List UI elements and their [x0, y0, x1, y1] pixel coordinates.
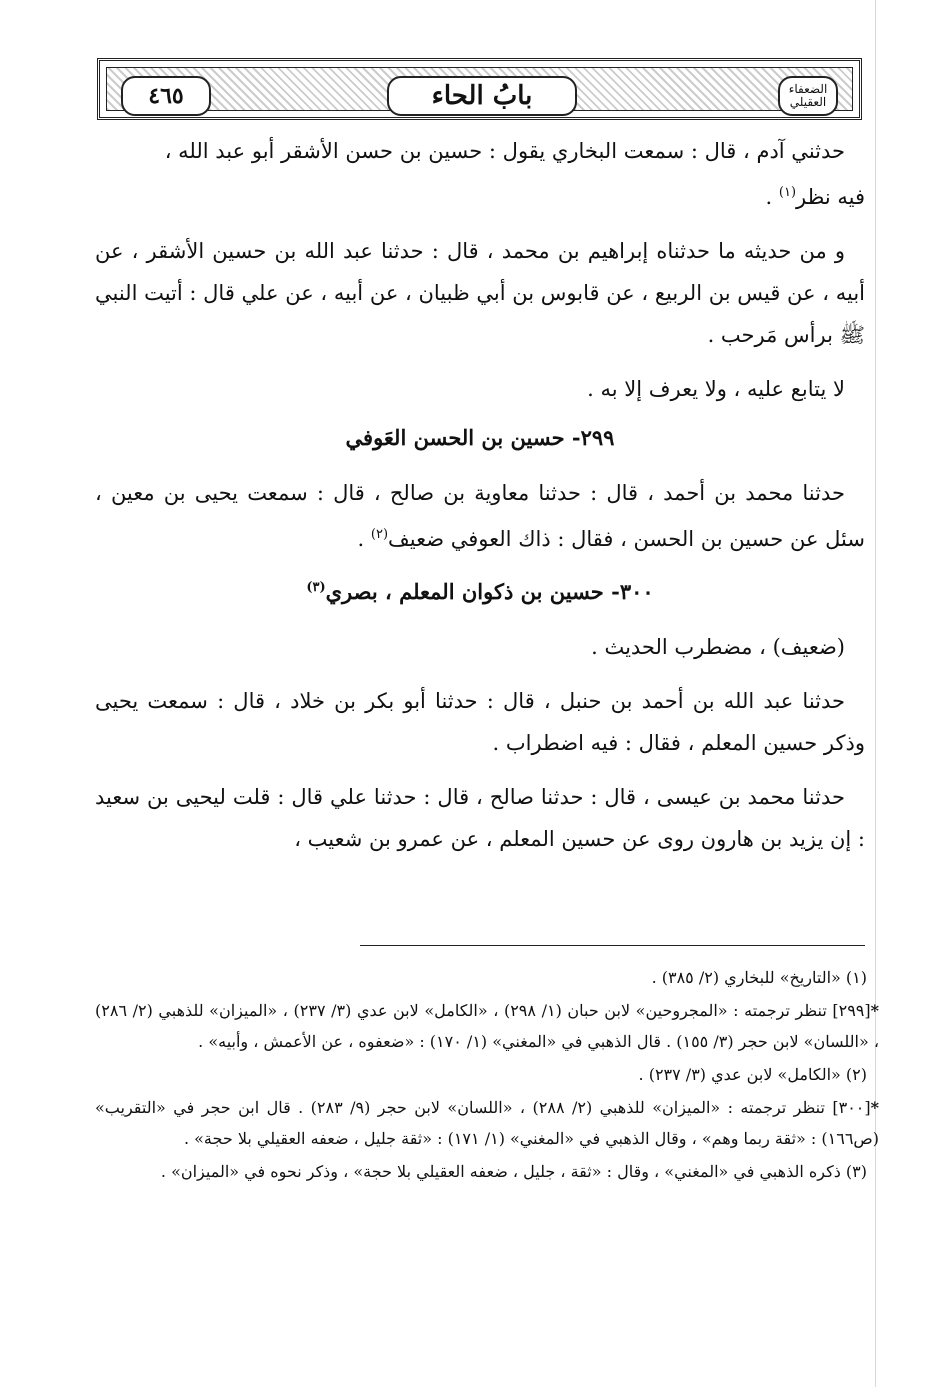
heading-text: ٣٠٠- حسين بن ذكوان المعلم ، بصري [325, 579, 654, 604]
page-edge-line [875, 0, 876, 1387]
paragraph-text: حدثني آدم ، قال : سمعت البخاري يقول : حسين بن حسن الأشقر أبو عبد الله ، [164, 139, 845, 163]
footnote-1: (١) «التاريخ» للبخاري (٢/ ٣٨٥) . [651, 968, 867, 987]
paragraph [95, 472, 865, 560]
page-header [97, 58, 862, 120]
paragraph-text: . [357, 527, 371, 551]
footnote-ref: (٢) [370, 527, 389, 542]
paragraph [95, 130, 865, 218]
footnote-ref: (١) [778, 185, 797, 200]
paragraph-text: فيه نظر [796, 185, 865, 209]
entry-heading-299: ٢٩٩- حسين بن الحسن العَوفي [345, 425, 615, 450]
header-ornament-band [106, 67, 853, 111]
footnote-text: [٣٠٠] تنظر ترجمته : «الميزان» للذهبي (٢/ ٢٨٨) ، «اللسان» لابن حجر (٩/ ٢٨٣) . قال ابن حجر في «التقريب» (ص١٦٦) : «ثقة ربما وهم» ، وقال الذهبي في «المغني» (١/ ١٧١) : «ثقة جليل ، ضعفه العقيلي بلا حجة» . [95, 1098, 879, 1148]
footnote-3: (٣) ذكره الذهبي في «المغني» ، وقال : «ثقة ، جليل ، ضعفه العقيلي بلا حجة» ، وذكر نحوه في «الميزان» . [160, 1162, 867, 1181]
footnote-300 [95, 1092, 879, 1154]
footnote-divider [360, 945, 865, 946]
paragraph-text: . [765, 185, 779, 209]
main-text [95, 130, 865, 872]
book-logo: الضعفاء العقيلي [778, 76, 838, 116]
footnote-ref: (٣) [306, 580, 326, 595]
page-number: ٤٦٥ [121, 76, 211, 116]
footnote-299 [95, 995, 879, 1057]
footnotes [95, 962, 880, 1189]
paragraph: حدثنا عبد الله بن أحمد بن حنبل ، قال : حدثنا أبو بكر بن خلاد ، قال : سمعت يحيى وذكر حسين المعلم ، فقال : فيه اضطراب . [95, 689, 865, 755]
paragraph: و من حديثه ما حدثناه إبراهيم بن محمد ، قال : حدثنا عبد الله بن حسين الأشقر ، عن أبيه ، عن قيس بن الربيع ، عن قابوس بن أبي ظبيان ، عن أبيه ، عن علي قال : أتيت النبي ﷺ برأس مَرحب . [95, 239, 865, 347]
footnote-text: [٢٩٩] تنظر ترجمته : «المجروحين» لابن حبان (١/ ٢٩٨) ، «الكامل» لابن عدي (٣/ ٢٣٧) ، «الميزان» للذهبي (٢/ ٢٨٦) ، «اللسان» لابن حجر (٣/ ١٥٥) . قال الذهبي في «المغني» (١/ ١٧٠) : «ضعفوه ، عن الأعمش ، وأبيه» . [95, 1001, 879, 1051]
paragraph: (ضعيف) ، مضطرب الحديث . [591, 635, 845, 659]
paragraph-text: حدثنا محمد بن أحمد ، قال : حدثنا معاوية بن صالح ، قال : سمعت يحيى بن معين ، سئل عن حسين بن الحسن ، فقال : ذاك العوفي ضعيف [95, 481, 865, 551]
paragraph: حدثنا محمد بن عيسى ، قال : حدثنا صالح ، قال : حدثنا علي قال : قلت ليحيى بن سعيد : إن يزيد بن هارون روى عن حسين المعلم ، عن عمرو بن شعيب ، [95, 785, 865, 851]
entry-heading-300 [95, 572, 865, 608]
footnote-star: * [870, 1098, 879, 1117]
chapter-title: بابُ الحاء [387, 76, 577, 116]
footnote-2: (٢) «الكامل» لابن عدي (٣/ ٢٣٧) . [638, 1065, 867, 1084]
paragraph: لا يتابع عليه ، ولا يعرف إلا به . [587, 377, 845, 401]
footnote-star: * [870, 1001, 880, 1020]
